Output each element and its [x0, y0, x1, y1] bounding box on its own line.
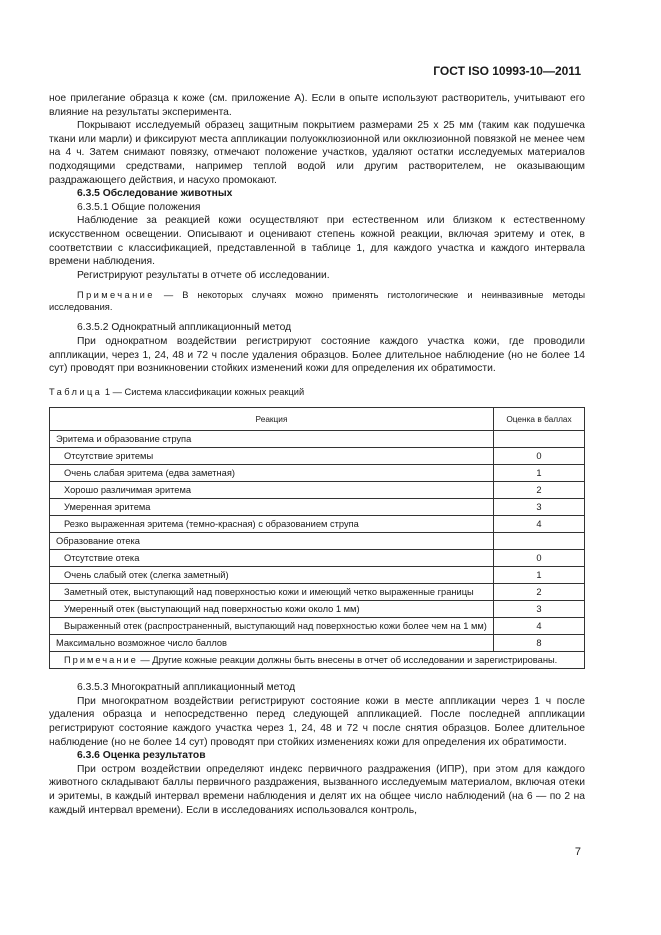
paragraph: Наблюдение за реакцией кожи осуществляют при естественном или близком к естественному искусственном освещении. Описывают и оценивают степень кожной реакции, включая эритему и отек, в соответствии с классификацией, представленной в таблице 1, для каждого участка и каждого интервала времени наблюдения.	[49, 215, 585, 268]
row-score: 1	[494, 465, 585, 482]
paragraph: ное прилегание образца к коже (см. приложение А). Если в опыте используют растворитель, учитывают его влияние на результаты эксперимента.	[49, 93, 585, 118]
row-label: Отсутствие отека	[50, 550, 494, 567]
row-label: Очень слабая эритема (едва заметная)	[50, 465, 494, 482]
note	[49, 289, 585, 313]
paragraph: Покрывают исследуемый образец защитным покрытием размерами 25 х 25 мм (таким как подушечка ткани или марли) и фиксируют места аппликации полуокклюзионной или окклюзионной повязкой не менее чем на 4 ч. Затем снимают повязку, отмечают положение участков, удаляют остатки исследуемых материалов подходящими средствами, например теплой водой или другим растворителем, не оказывающим раздражающего действия, и насухо промокают.	[49, 120, 585, 186]
column-header-reaction: Реакция	[50, 408, 494, 431]
subsection-heading: 6.3.5.2 Однократный аппликационный метод	[77, 322, 292, 334]
table-row	[50, 465, 585, 482]
subsection-heading: 6.3.5.1 Общие положения	[77, 201, 201, 213]
paragraph: При однократном воздействии регистрируют состояние каждого участка кожи, где проводили аппликации, через 1, 24, 48 и 72 ч после удаления образцов. Более длительное наблюдение (но не более 14 сут) проводят при возникновении стойких изменений кожи для определения их обратимости.	[49, 335, 585, 375]
page-content	[49, 92, 585, 817]
table-row	[50, 448, 585, 465]
table-row	[50, 482, 585, 499]
row-score: 2	[494, 482, 585, 499]
row-label: Выраженный отек (распространенный, выступающий над поверхностью кожи более чем на 1 мм)	[50, 618, 494, 635]
table-row	[50, 618, 585, 635]
subsection-heading: 6.3.5.3 Многократный аппликационный метод	[77, 682, 296, 694]
max-label: Максимально возможное число баллов	[50, 635, 494, 652]
classification-table	[49, 407, 585, 669]
table-row	[50, 516, 585, 533]
section-heading: 6.3.5 Обследование животных	[77, 188, 233, 200]
table-row	[50, 601, 585, 618]
table-row	[50, 499, 585, 516]
section-heading: 6.3.6 Оценка результатов	[77, 750, 206, 762]
table-note-text: — Другие кожные реакции должны быть внесены в отчет об исследовании и зарегистрированы.	[137, 654, 558, 665]
row-label: Заметный отек, выступающий над поверхностью кожи и имеющий четко выраженные границы	[50, 584, 494, 601]
row-label: Отсутствие эритемы	[50, 448, 494, 465]
row-label: Очень слабый отек (слегка заметный)	[50, 567, 494, 584]
table-max-row	[50, 635, 585, 652]
table-note	[50, 652, 585, 669]
row-score: 0	[494, 550, 585, 567]
row-score: 3	[494, 499, 585, 516]
column-header-score: Оценка в баллах	[494, 408, 585, 431]
row-score: 4	[494, 516, 585, 533]
row-label: Умеренная эритема	[50, 499, 494, 516]
table-caption-label: Таблица	[49, 386, 103, 397]
table-caption-text: 1 — Система классификации кожных реакций	[102, 386, 305, 397]
row-score: 0	[494, 448, 585, 465]
row-score: 4	[494, 618, 585, 635]
table-row	[50, 550, 585, 567]
table-group-row	[50, 533, 585, 550]
table-caption	[49, 386, 585, 400]
table-row	[50, 584, 585, 601]
paragraph: При многократном воздействии регистрируют состояние кожи в месте аппликации через 1 ч после удаления образца и непосредственно перед следующей аппликацией. После последней аппликации регистрируют состояние каждого участка через 1, 24, 48 и 72 ч после снятия образцов. Более длительное наблюдение (но не более 14 сут) проводят при стойких изменениях кожи для определения их обратимости.	[49, 695, 585, 748]
table-note-label: Примечание	[64, 654, 138, 665]
group-label: Образование отека	[50, 533, 494, 550]
paragraph: При остром воздействии определяют индекс первичного раздражения (ИПР), при этом для каждого животного складывают баллы первичного раздражения, вызванного исследуемым материалом, включая отеки и эритемы, в каждый интервал времени наблюдения и делят их на общее число наблюдений (на 6 — по 2 на каждый интервал времени). Если в исследованиях использовался контроль,	[49, 763, 585, 816]
group-label: Эритема и образование струпа	[50, 431, 494, 448]
max-score: 8	[494, 635, 585, 652]
row-label: Умеренный отек (выступающий над поверхностью кожи около 1 мм)	[50, 601, 494, 618]
table-group-row	[50, 431, 585, 448]
row-score: 3	[494, 601, 585, 618]
row-label: Хорошо различимая эритема	[50, 482, 494, 499]
table-row	[50, 567, 585, 584]
row-label: Резко выраженная эритема (темно-красная) с образованием струпа	[50, 516, 494, 533]
standard-header: ГОСТ ISO 10993-10—2011	[433, 64, 581, 78]
row-score: 2	[494, 584, 585, 601]
row-score: 1	[494, 567, 585, 584]
table-note-row	[50, 652, 585, 669]
paragraph: Регистрируют результаты в отчете об исследовании.	[77, 269, 330, 281]
page-number: 7	[574, 846, 581, 858]
note-label: Примечание	[77, 290, 155, 301]
note-text: — В некоторых случаях можно применять гистологические и неинвазивные методы исследования.	[49, 290, 585, 313]
